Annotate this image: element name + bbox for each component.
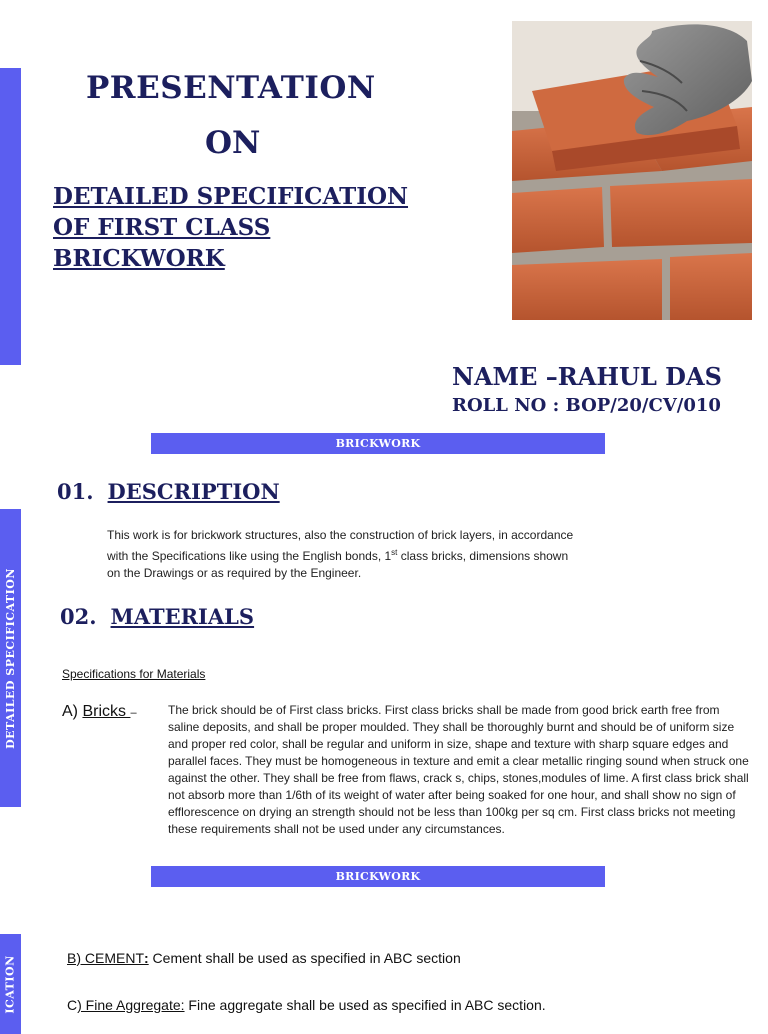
side-accent-bar-specification [0,509,21,807]
side-accent-bar [0,68,21,365]
specifications-heading: Specifications for Materials [62,667,206,681]
subtitle-line-3: BRICKWORK [53,245,225,272]
section-label: MATERIALS [110,604,255,629]
roll-number: ROLL NO : BOP/20/CV/010 [452,395,721,416]
subtitle-line-1: DETAILED SPECIFICATION [53,183,409,210]
bricks-paragraph: The brick should be of First class bricks. First class bricks shall be made from good brick earth free from saline deposits, and shall be proper moulded. They shall be thoroughly burnt and should be of uniform size and proper red color, shall be regular and uniform in size, shape and texture with sharp square edges and parallel faces. They must be homogeneous in texture and emit a clear metallic ringing sound when struck one against the other. They shall be free from flaws, crack s, chips, stones,modules of lime. A first class brick shall not absorb more than 1/6th of its weight of water after being soaked for one hour, and shall show no sign of efflorescence on drying an strength should not be less than 100kg per sq cm. First class bricks not meeting these requirements shall not be used under any circumstances. [168,703,749,836]
section-banner-2: BRICKWORK [151,866,605,887]
section-banner: BRICKWORK [151,433,605,454]
description-paragraph [107,527,577,582]
fine-aggregate-prefix: C [67,997,78,1013]
description-text-b: class bricks, dimensions shown on the Drawings or as required by the Engineer. [107,549,569,580]
section-label: DESCRIPTION [107,479,280,504]
section-number: 01. [57,479,94,504]
cement-text: Cement shall be used as specified in ABC section [148,950,461,966]
side-accent-bar-bottom [0,934,21,1034]
bricks-label: Bricks [82,703,131,720]
cement-label: B) CEMENT [67,950,144,966]
subtitle-line-2: OF FIRST CLASS [53,214,271,241]
fine-aggregate-item [67,997,546,1013]
description-text-a: This work is for brickwork structures, also the construction of brick layers, in accordance with the Specifications like using the English bonds, 1 [107,528,574,563]
cement-item [67,950,461,966]
bricks-prefix: A) [62,703,83,720]
presentation-subtitle [53,181,493,274]
bricks-dash: – [130,707,137,719]
bricklaying-photo [512,21,752,320]
presentation-on: ON [205,125,261,161]
section-number: 02. [60,604,97,629]
fine-aggregate-text: Fine aggregate shall be used as specified in ABC section. [184,997,546,1013]
section-heading-description [57,479,280,504]
presentation-title: PRESENTATION [86,70,376,106]
superscript-st: st [391,548,398,557]
bricks-heading [62,703,137,721]
author-name: NAME –RAHUL DAS [452,362,722,391]
section-heading-materials [60,604,254,629]
fine-aggregate-label: ) Fine Aggregate: [77,997,185,1013]
cement-colon: : [144,950,149,966]
side-label: DETAILED SPECIFICATION [4,567,18,749]
side-label-partial: ICATION [4,954,17,1014]
